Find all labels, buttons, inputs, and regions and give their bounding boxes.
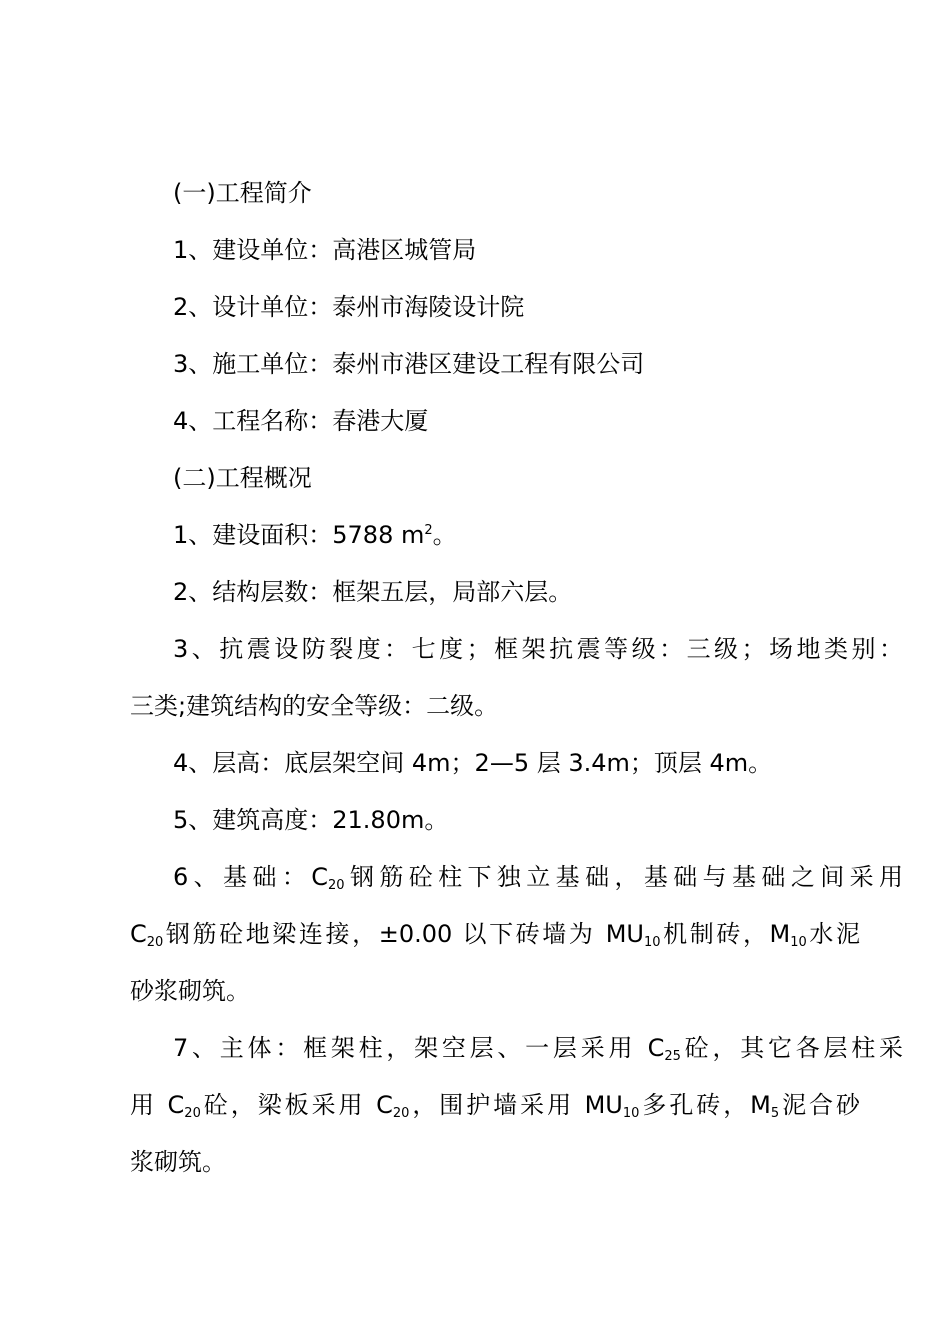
item-contractor-unit: 3、施工单位：泰州市港区建设工程有限公司 — [173, 350, 645, 378]
text-segment: C — [130, 920, 147, 948]
item-main-body-line-1 — [130, 1028, 903, 1068]
subscript: 10 — [622, 1106, 640, 1121]
section-heading-project-overview: (二)工程概况 — [173, 464, 312, 492]
text-segment: 7、主体：框架柱，架空层、一层采用 C — [173, 1034, 665, 1062]
text-segment: 6、基础：C — [173, 863, 328, 891]
text-segment: 钢筋砼地梁连接，±0.00 以下砖墙为 MU — [163, 920, 644, 948]
building-area-text: 1、建设面积：5788 m — [173, 521, 425, 549]
item-project-name: 4、工程名称：春港大厦 — [173, 407, 429, 435]
text-segment: 机制砖，M — [660, 920, 791, 948]
item-construction-unit: 1、建设单位：高港区城管局 — [173, 236, 477, 264]
text-segment: 水泥 — [806, 920, 861, 948]
text-segment: 砼，其它各层柱采 — [680, 1034, 904, 1062]
subscript: 10 — [790, 935, 807, 950]
item-foundation-line-2 — [130, 914, 860, 954]
item-building-area — [130, 515, 903, 555]
building-area-unit-superscript: 2 — [424, 523, 433, 538]
item-structure-floors: 2、结构层数：框架五层，局部六层。 — [173, 578, 573, 606]
text-segment: 钢筋砼柱下独立基础，基础与基础之间采用 — [344, 863, 904, 891]
item-design-unit: 2、设计单位：泰州市海陵设计院 — [173, 293, 525, 321]
item-seismic-line-1: 3、抗震设防裂度：七度；框架抗震等级：三级；场地类别： — [173, 635, 903, 663]
item-main-body-line-3: 浆砌筑。 — [130, 1148, 226, 1176]
subscript: 10 — [644, 935, 661, 950]
section-heading-project-intro: (一)工程简介 — [173, 179, 312, 207]
subscript: 20 — [392, 1106, 410, 1121]
subscript: 20 — [146, 935, 164, 950]
subscript: 20 — [184, 1106, 201, 1121]
subscript: 20 — [328, 878, 345, 893]
item-foundation-line-3: 砂浆砌筑。 — [130, 977, 250, 1005]
text-segment: 泥合砂 — [779, 1091, 861, 1119]
item-seismic-line-2: 三类;建筑结构的安全等级：二级。 — [130, 692, 499, 720]
building-area-tail: 。 — [432, 521, 457, 549]
text-segment: 用 C — [130, 1091, 185, 1119]
item-foundation-line-1 — [130, 857, 903, 897]
subscript: 25 — [664, 1049, 681, 1064]
item-building-height: 5、建筑高度：21.80m。 — [173, 806, 449, 834]
item-floor-height: 4、层高：底层架空间 4m；2—5 层 3.4m；顶层 4m。 — [173, 749, 773, 777]
subscript: 5 — [770, 1106, 780, 1121]
text-segment: 多孔砖，M — [639, 1091, 771, 1119]
item-main-body-line-2 — [130, 1085, 860, 1125]
text-segment: 砼，梁板采用 C — [200, 1091, 393, 1119]
text-segment: ，围护墙采用 MU — [409, 1091, 623, 1119]
